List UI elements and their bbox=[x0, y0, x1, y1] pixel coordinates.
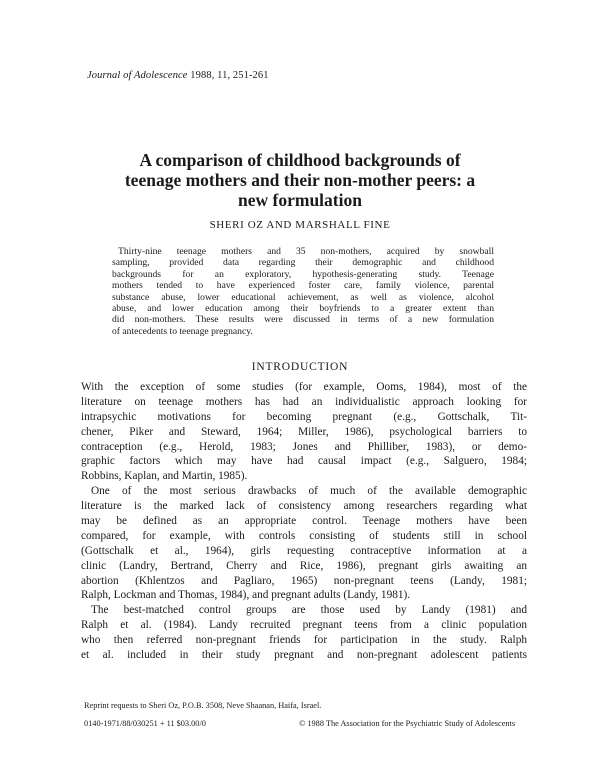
body-line: et al. included in their study pregnant and non-pregnant adolescent patients bbox=[81, 649, 527, 662]
body-line: Ralph et al. (1984). Landy recruited pregnant teens from a clinic population bbox=[81, 619, 527, 632]
body-line: Robbins, Kaplan, and Martin, 1985). bbox=[81, 470, 248, 483]
body-line: abortion (Khlentzos and Pagliaro, 1965) non-pregnant teens (Landy, 1981; bbox=[81, 574, 527, 587]
title-line: new formulation bbox=[238, 190, 362, 210]
article-title bbox=[70, 150, 530, 210]
abstract-line: of antecedents to teenage pregnancy. bbox=[112, 325, 253, 337]
body-line: may be defined as an appropriate control. Teenage mothers have been bbox=[81, 515, 527, 528]
body-line: (Gottschalk et al., 1964), girls requesting contraceptive information at a bbox=[81, 544, 527, 557]
title-line: A comparison of childhood backgrounds of bbox=[139, 150, 461, 170]
body-line: chener, Piker and Steward, 1964; Miller, 1986), psychological barriers to bbox=[81, 425, 527, 438]
body-line: The best-matched control groups are those used by Landy (1981) and bbox=[91, 604, 527, 617]
body-line: who then referred non-pregnant friends for participation in the study. Ralph bbox=[81, 634, 527, 647]
body-line: One of the most serious drawbacks of much of the available demographic bbox=[91, 485, 527, 498]
abstract-line: backgrounds for an exploratory, hypothesis-generating study. Teenage bbox=[112, 268, 494, 280]
body-line: Ralph, Lockman and Thomas, 1984), and pregnant adults (Landy, 1981). bbox=[81, 589, 411, 602]
body-line: literature is the marked lack of consistency among researchers regarding what bbox=[81, 500, 527, 513]
body-line: contraception (e.g., Herold, 1983; Jones and Philliber, 1983), or demo- bbox=[81, 440, 527, 453]
abstract-line: abuse, and lower education among their boyfriends to a greater extent than bbox=[112, 302, 494, 314]
journal-volume-pages: 1988, 11, 251-261 bbox=[190, 70, 269, 81]
journal-citation bbox=[87, 70, 269, 81]
body-line: intrapsychic motivations for becoming pregnant (e.g., Gottschalk, Tit- bbox=[81, 410, 527, 423]
body-line: compared, for example, with controls consisting of students still in school bbox=[81, 529, 527, 542]
abstract-line: did non-mothers. These results were discussed in terms of a new formulation bbox=[112, 314, 494, 326]
abstract-line: mothers tended to have experienced foster care, family violence, parental bbox=[112, 280, 494, 292]
section-heading: INTRODUCTION bbox=[251, 361, 349, 373]
body-line: clinic (Landry, Bertrand, Cherry and Rice, 1986), pregnant girls awaiting an bbox=[81, 559, 527, 572]
abstract-line: substance abuse, lower educational achievement, as well as violence, alcohol bbox=[112, 291, 494, 303]
body-line: graphic factors which may have had causal impact (e.g., Salguero, 1984; bbox=[81, 455, 527, 468]
title-line: teenage mothers and their non-mother peers: a bbox=[124, 170, 476, 190]
abstract-line: sampling, provided data regarding their demographic and childhood bbox=[112, 257, 494, 269]
footnote bbox=[84, 700, 524, 728]
author-names: SHERI OZ AND MARSHALL FINE bbox=[209, 219, 391, 231]
abstract-line: Thirty-nine teenage mothers and 35 non-mothers, acquired by snowball bbox=[118, 246, 494, 257]
copyright-notice: © 1988 The Association for the Psychiatric Study of Adolescents bbox=[299, 719, 516, 728]
body-line: literature on teenage mothers has had an individualistic approach looking for bbox=[81, 395, 527, 408]
reprint-request: Reprint requests to Sheri Oz, P.O.B. 3508, Neve Shaanan, Haifa, Israel. bbox=[84, 701, 322, 710]
body-line: With the exception of some studies (for example, Ooms, 1984), most of the bbox=[81, 381, 527, 393]
journal-name: Journal of Adolescence bbox=[87, 70, 188, 81]
abstract bbox=[112, 246, 494, 337]
body-text bbox=[81, 380, 527, 663]
issn-code: 0140-1971/88/030251 + 11 $03.00/0 bbox=[84, 719, 206, 728]
